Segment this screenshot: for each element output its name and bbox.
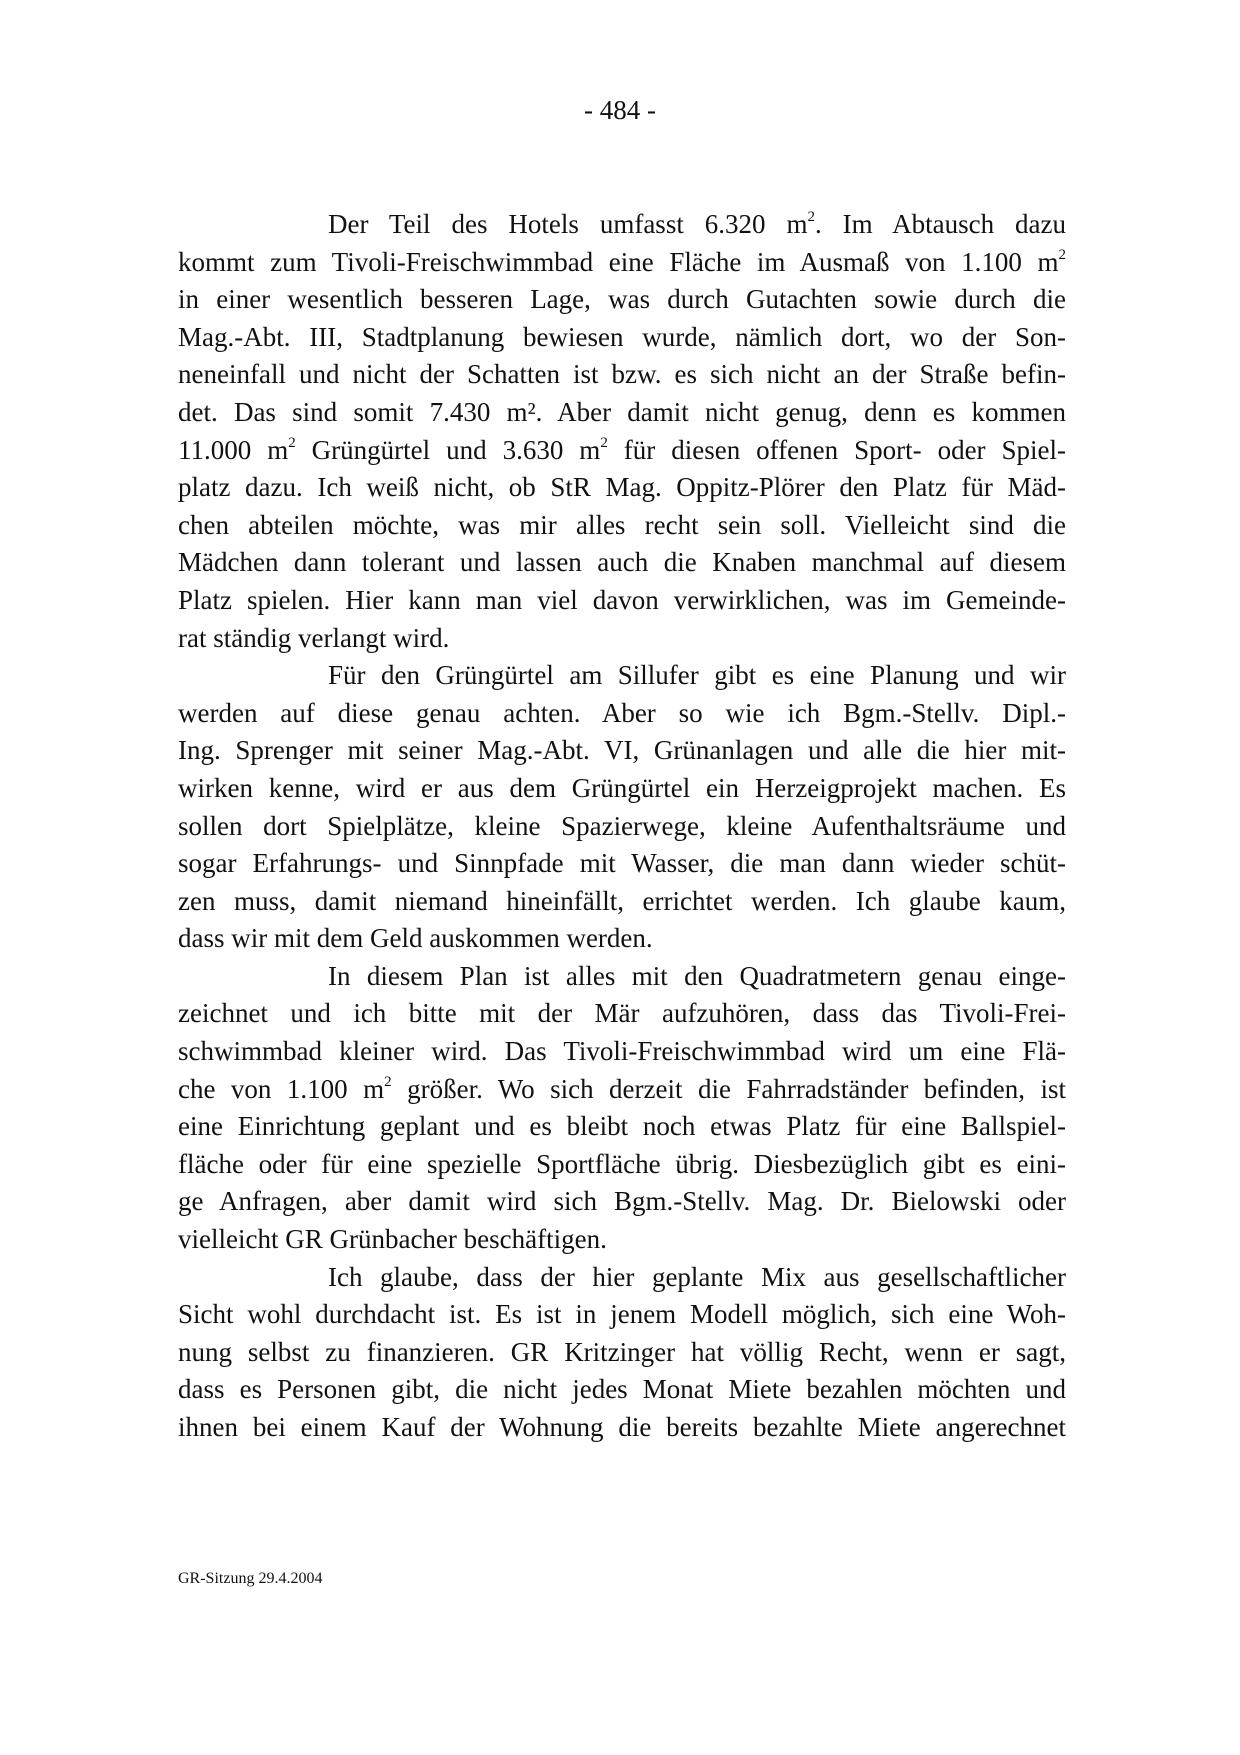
text-line: Der Teil des Hotels umfasst 6.320 $m^2$. Im Abtausch dazu: [328, 209, 1066, 239]
superscript: 2: [1058, 246, 1066, 263]
text-line: sollen dort Spielplätze, kleine Spazierwege, kleine Aufenthaltsräume und: [178, 810, 1066, 841]
text-line: Ich glaube, dass der hier geplante Mix aus gesellschaftlicher: [328, 1261, 1066, 1292]
text-line: dass wir mit dem Geld auskommen werden.: [178, 923, 653, 954]
text-line: chen abteilen möchte, was mir alles recht sein soll. Vielleicht sind die: [178, 509, 1066, 540]
text-line: Ing. Sprenger mit seiner Mag.-Abt. VI, Grünanlagen und alle die hier mit-: [178, 735, 1066, 766]
paragraph-4: [178, 1259, 1066, 1447]
text-line: che von 1.100 $m^2$ größer. Wo sich derzeit die Fahrradständer befinden, ist: [178, 1073, 1066, 1104]
text-line: neneinfall und nicht der Schatten ist bzw. es sich nicht an der Straße befin-: [178, 359, 1066, 390]
text-line: Sicht wohl durchdacht ist. Es ist in jenem Modell möglich, sich eine Woh-: [178, 1299, 1066, 1330]
text-line: wirken kenne, wird er aus dem Grüngürtel ein Herzeigprojekt machen. Es: [178, 772, 1066, 803]
text-line: eine Einrichtung geplant und es bleibt noch etwas Platz für eine Ballspiel-: [178, 1111, 1066, 1142]
paragraph-1: [178, 206, 1066, 657]
text-line: rat ständig verlangt wird.: [178, 622, 450, 653]
paragraph-2: [178, 657, 1066, 958]
text-line: Platz spielen. Hier kann man viel davon verwirklichen, was im Gemeinde-: [178, 584, 1066, 615]
text-line: In diesem Plan ist alles mit den Quadratmetern genau einge-: [328, 960, 1066, 991]
text-line: zeichnet und ich bitte mit der Mär aufzuhören, dass das Tivoli-Frei-: [178, 998, 1066, 1029]
text-line: Mag.-Abt. III, Stadtplanung bewiesen wurde, nämlich dort, wo der Son-: [178, 321, 1066, 352]
text-line: ihnen bei einem Kauf der Wohnung die bereits bezahlte Miete angerechnet: [178, 1412, 1066, 1442]
text-line: det. Das sind somit 7.430 m². Aber damit nicht genug, denn es kommen: [178, 396, 1066, 427]
text-line: ge Anfragen, aber damit wird sich Bgm.-Stellv. Mag. Dr. Bielowski oder: [178, 1186, 1066, 1217]
superscript: 2: [600, 434, 608, 451]
text-line: vielleicht GR Grünbacher beschäftigen.: [178, 1224, 607, 1255]
text-line: zen muss, damit niemand hineinfällt, errichtet werden. Ich glaube kaum,: [178, 885, 1066, 916]
text-line: sogar Erfahrungs- und Sinnpfade mit Wasser, die man dann wieder schüt-: [178, 848, 1066, 879]
superscript: 2: [384, 1073, 392, 1090]
paragraph-3: [178, 958, 1066, 1259]
text-line: schwimmbad kleiner wird. Das Tivoli-Freischwimmbad wird um eine Flä-: [178, 1036, 1066, 1067]
text-line: dass es Personen gibt, die nicht jedes Monat Miete bezahlen möchten und: [178, 1374, 1066, 1405]
superscript: 2: [807, 209, 815, 225]
text-line: werden auf diese genau achten. Aber so wie ich Bgm.-Stellv. Dipl.-: [178, 697, 1066, 728]
superscript: 2: [288, 434, 296, 451]
document-body: [178, 206, 1066, 1447]
text-line: Mädchen dann tolerant und lassen auch die Knaben manchmal auf diesem: [178, 547, 1066, 578]
text-line: nung selbst zu finanzieren. GR Kritzinger hat völlig Recht, wenn er sagt,: [178, 1336, 1066, 1367]
page-number: - 484 -: [584, 95, 656, 125]
text-line: fläche oder für eine spezielle Sportfläche übrig. Diesbezüglich gibt es eini-: [178, 1148, 1066, 1179]
text-line: platz dazu. Ich weiß nicht, ob StR Mag. Oppitz-Plörer den Platz für Mäd-: [178, 472, 1066, 503]
text-line: Für den Grüngürtel am Sillufer gibt es eine Planung und wir: [328, 660, 1066, 691]
text-line: in einer wesentlich besseren Lage, was durch Gutachten sowie durch die: [178, 284, 1066, 315]
footer-session-date: GR-Sitzung 29.4.2004: [178, 1570, 323, 1587]
text-line: 11.000 $m^2$ Grüngürtel und 3.630 $m^2$ für diesen offenen Sport- oder Spiel-: [178, 434, 1066, 465]
text-line: kommt zum Tivoli-Freischwimmbad eine Fläche im Ausmaß von 1.100 $m^2$: [178, 246, 1066, 277]
